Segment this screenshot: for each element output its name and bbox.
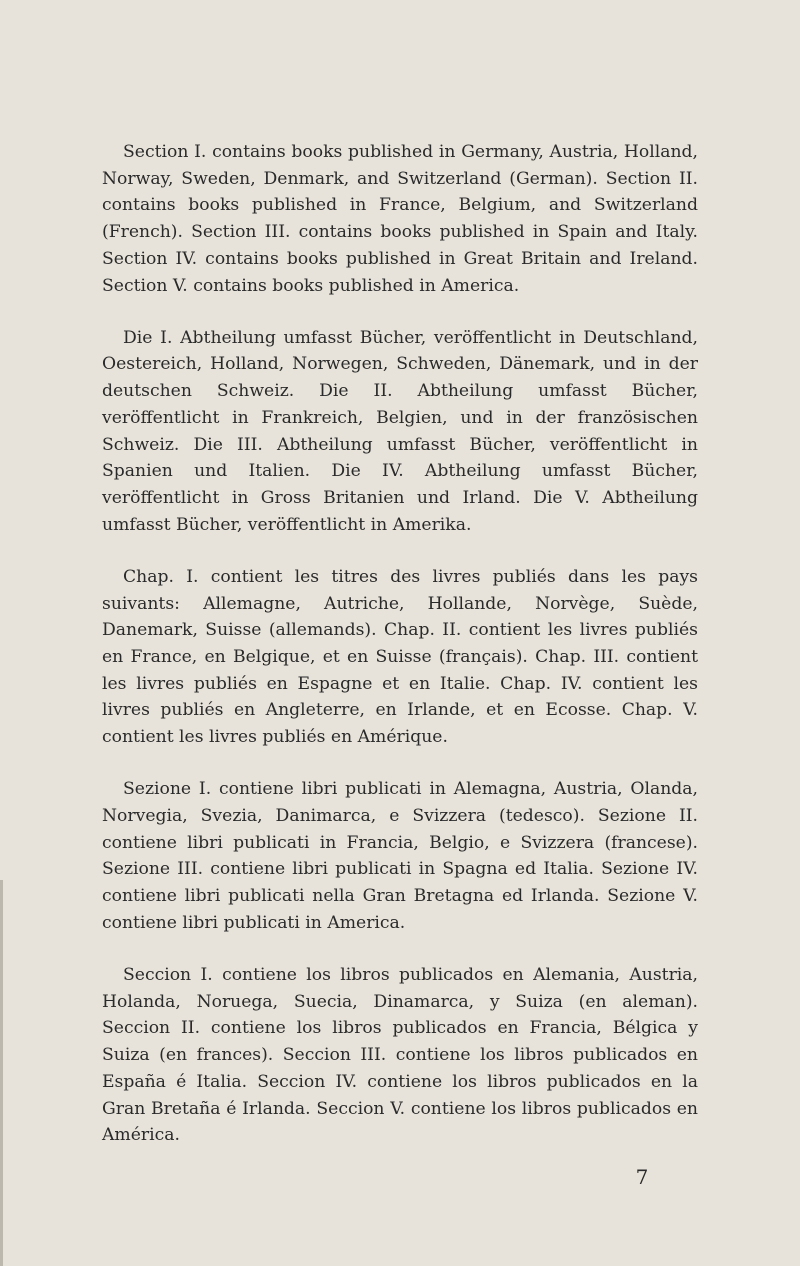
paragraph-german: Die I. Abtheilung umfasst Bücher, veröffentlicht in Deutschland, Oestereich, Holland, Norwegen, Schweden, Dänemark, und in der deutschen Schweiz. Die II. Abtheilung umfasst Bücher, veröffentlicht in Frankreich, Belgien, und in der französischen Schweiz. Die III. Abtheilung umfasst Bücher, veröffentlicht in Spanien und Italien. Die IV. Abtheilung umfasst Bücher, veröffentlicht in Gross Britanien und Irland. Die V. Abtheilung umfasst Bücher, veröffentlicht in Amerika. bbox=[102, 327, 698, 535]
paragraph-english: Section I. contains books published in Germany, Austria, Holland, Norway, Sweden, Denmark, and Switzerland (German). Section II. contains books published in France, Belgium, and Switzerland (French). Section III. contains books published in Spain and Italy. Section IV. contains books published in Great Britain and Ireland. Section V. contains books published in America. bbox=[102, 142, 698, 296]
paragraph-italian: Sezione I. contiene libri publicati in Alemagna, Austria, Olanda, Norvegia, Svezia, Danimarca, e Svizzera (tedesco). Sezione II. contiene libri publicati in Francia, Belgio, e Svizzera (francese). Sezione III. contiene libri publicati in Spagna ed Italia. Sezione IV. contiene libri publicati nella Gran Bretagna ed Irlanda. Sezione V. contiene libri publicati in America. bbox=[102, 779, 698, 933]
paragraph-spanish: Seccion I. contiene los libros publicados en Alemania, Austria, Holanda, Noruega, Suecia, Dinamarca, y Suiza (en aleman). Seccion II. contiene los libros publicados en Francia, Bélgica y Suiza (en frances). Seccion III. contiene los libros publicados en España é Italia. Seccion IV. contiene los libros publicados en la Gran Bretaña é Irlanda. Seccion V. contiene los libros publicados en América. bbox=[102, 964, 698, 1146]
text-block bbox=[102, 139, 698, 1174]
paragraph-french: Chap. I. contient les titres des livres publiés dans les pays suivants: Allemagne, Autriche, Hollande, Norvège, Suède, Danemark, Suisse (allemands). Chap. II. contient les livres publiés en France, en Belgique, et en Suisse (français). Chap. III. contient les livres publiés en Espagne et en Italie. Chap. IV. contient les livres publiés en Angleterre, en Irlande, et en Ecosse. Chap. V. contient les livres publiés en Amérique. bbox=[102, 566, 698, 748]
page-number: 7 bbox=[635, 1165, 649, 1189]
page-edge-shadow bbox=[0, 880, 3, 1266]
